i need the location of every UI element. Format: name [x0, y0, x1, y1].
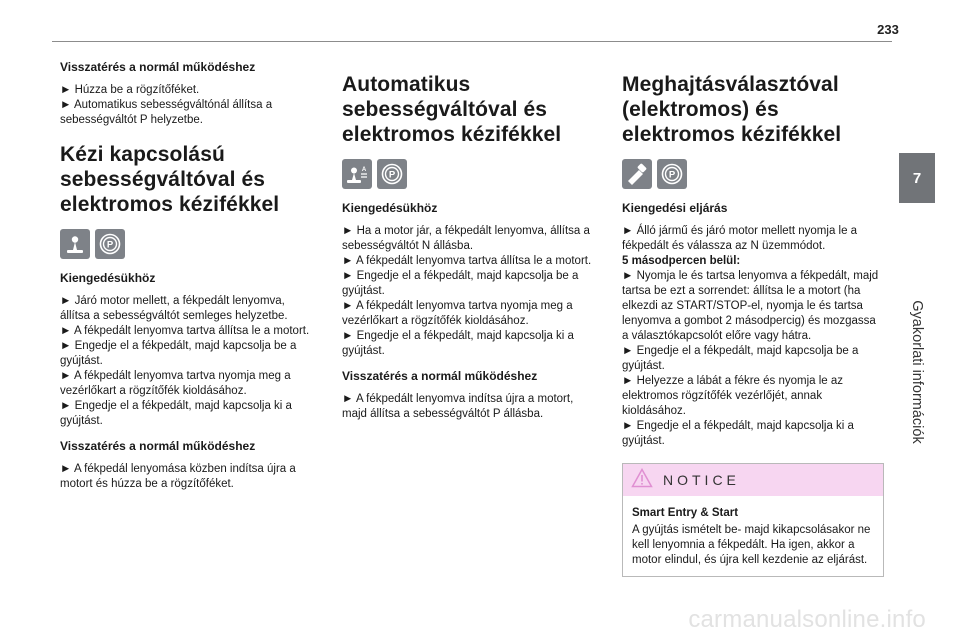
instruction-line: ► Ha a motor jár, a fékpedált lenyomva, állítsa a sebességváltót N állásba.	[342, 225, 590, 252]
gear-lever-icon	[60, 229, 90, 259]
section-title-automatic: Automatikus sebességváltóval és elektromos kézifékkel	[342, 73, 562, 146]
instruction-line: ► Engedje el a fékpedált, majd kapcsolja ki a gyújtást.	[342, 330, 574, 357]
notice-label: NOTICE	[663, 472, 740, 488]
subheading-return: Visszatérés a normál működéshez	[60, 60, 256, 74]
column-3	[622, 60, 884, 577]
svg-text:P: P	[668, 169, 676, 181]
header-divider	[52, 41, 892, 42]
instruction-line: ► Álló jármű és járó motor mellett nyomja le a fékpedált és válassza az N üzemmódot.	[622, 225, 858, 252]
pictogram-row	[342, 159, 600, 189]
instruction-line: ► Helyezze a lábát a fékre és nyomja le az elektromos rögzítőfék vezérlőjét, annak kioldásához.	[622, 375, 844, 417]
instruction-line: ► A fékpedált lenyomva tartva állítsa le a motort.	[342, 255, 592, 267]
page-number: 233	[877, 22, 899, 37]
watermark: carmanualsonline.info	[688, 606, 926, 633]
svg-text:A: A	[361, 167, 367, 173]
paragraph-release	[342, 224, 600, 359]
instruction-line: ► A fékpedál lenyomása közben indítsa újra a motort és húzza be a rögzítőféket.	[60, 463, 296, 490]
paragraph-return	[342, 392, 600, 422]
instruction-line: ► Húzza be a rögzítőféket.	[60, 84, 200, 96]
paragraph-return	[60, 83, 318, 128]
subheading-release-procedure: Kiengedési eljárás	[622, 201, 728, 215]
instruction-line: ► Engedje el a fékpedált, majd kapcsolja ki a gyújtást.	[622, 420, 854, 447]
column-2	[342, 60, 600, 432]
pictogram-row	[60, 229, 318, 259]
instruction-line: ► Nyomja le és tartsa lenyomva a fékpedált, majd tartsa be ezt a sorrendet: állítsa le a motort (ha elkezdi az START/STOP-el, nyomja le és tartsa lenyomva a gombot 2 másodpercig) és mozgassa a választókapcsolót előre vagy hátra.	[622, 270, 879, 342]
parking-brake-icon	[657, 159, 687, 189]
instruction-line: ► A fékpedált lenyomva tartva nyomja meg a vezérlőkart a rögzítőfék kioldásához.	[60, 370, 291, 397]
instruction-line: 5 másodpercen belül:	[622, 255, 741, 267]
drive-selector-icon	[622, 159, 652, 189]
svg-text:P: P	[106, 239, 114, 251]
notice-title: Smart Entry & Start	[632, 507, 739, 519]
subheading-release: Kiengedésükhöz	[342, 201, 438, 215]
notice-text: A gyújtás ismételt be- majd kikapcsolásakor ne kell lenyomnia a fékpedált. Ha igen, akkor a motor elindul, és újra kell kezdenie az eljárást.	[632, 524, 871, 566]
subheading-return: Visszatérés a normál működéshez	[342, 369, 538, 383]
subheading-return-2: Visszatérés a normál működéshez	[60, 439, 256, 453]
notice-header	[623, 464, 883, 496]
instruction-line: ► Engedje el a fékpedált, majd kapcsolja be a gyújtást.	[622, 345, 859, 372]
instruction-line: ► Engedje el a fékpedált, majd kapcsolja ki a gyújtást.	[60, 400, 292, 427]
instruction-line: ► Járó motor mellett, a fékpedált lenyomva, állítsa a sebességváltót semleges helyzetbe.	[60, 295, 288, 322]
instruction-line: ► Engedje el a fékpedált, majd kapcsolja be a gyújtást.	[60, 340, 297, 367]
chapter-number: 7	[912, 169, 922, 187]
paragraph-return-2	[60, 462, 318, 492]
parking-brake-icon	[377, 159, 407, 189]
instruction-line: ► A fékpedált lenyomva tartva állítsa le a motort.	[60, 325, 310, 337]
notice-body	[623, 496, 883, 576]
instruction-line: ► Automatikus sebességváltónál állítsa a sebességváltót P helyzetbe.	[60, 99, 273, 126]
parking-brake-icon	[95, 229, 125, 259]
paragraph-release	[60, 294, 318, 429]
gear-selector-icon	[342, 159, 372, 189]
notice-box	[622, 463, 884, 577]
section-title-manual: Kézi kapcsolású sebességváltóval és elektromos kézifékkel	[60, 143, 280, 216]
instruction-line: ► A fékpedált lenyomva tartva nyomja meg a vezérlőkart a rögzítőfék kioldásához.	[342, 300, 573, 327]
subheading-release: Kiengedésükhöz	[60, 271, 156, 285]
column-1	[60, 60, 318, 502]
section-title-drive-selector: Meghajtásválasztóval (elektromos) és elektromos kézifékkel	[622, 73, 842, 146]
instruction-line: ► Engedje el a fékpedált, majd kapcsolja be a gyújtást.	[342, 270, 579, 297]
svg-text:P: P	[388, 169, 396, 181]
chapter-title: Gyakorlati információk	[909, 300, 925, 444]
instruction-line: ► A fékpedált lenyomva indítsa újra a motort, majd állítsa a sebességváltót P állásba.	[342, 393, 574, 420]
paragraph-release	[622, 224, 884, 449]
warning-triangle-icon	[631, 468, 653, 493]
pictogram-row	[622, 159, 884, 189]
